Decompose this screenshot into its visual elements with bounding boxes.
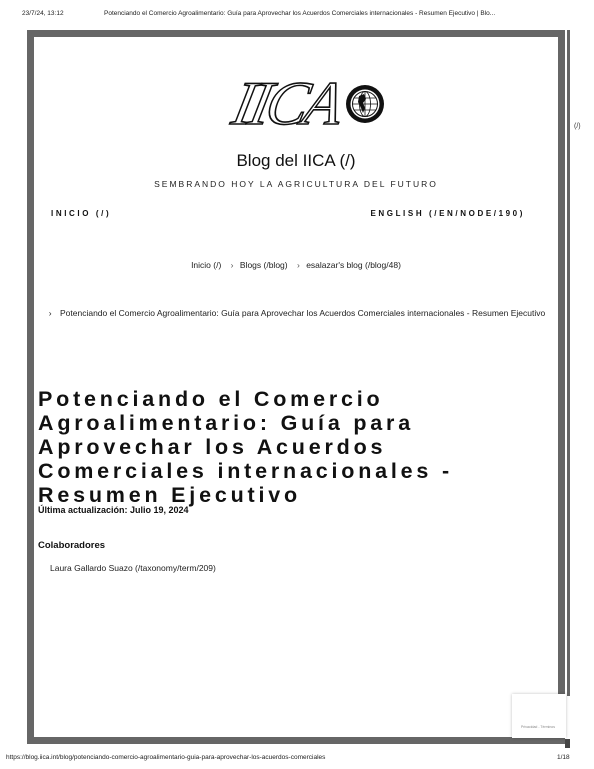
site-title[interactable]: Blog del IICA (/)	[236, 151, 356, 170]
nav-english-link[interactable]: ENGLISH (/EN/NODE/190)	[370, 209, 525, 218]
last-updated: Última actualización: Julio 19, 2024	[38, 505, 189, 515]
scrollbar-thumb[interactable]	[565, 739, 570, 748]
breadcrumb-blogs[interactable]: Blogs (/blog)	[239, 260, 288, 270]
page-count: 1/18	[557, 754, 570, 761]
print-page-title: Potenciando el Comercio Agroalimentario: Guía para Aprovechar los Acuerdos Comerciales internacionales - Resumen Ejecutivo | Blo...	[104, 10, 496, 17]
iica-logo-wordmark: IICA	[226, 70, 346, 138]
logo-link-text[interactable]: (/)	[574, 123, 581, 130]
print-date: 23/7/24, 13:12	[22, 10, 64, 17]
scrollbar-track	[567, 30, 570, 696]
breadcrumb-separator: ›	[230, 260, 234, 270]
recaptcha-terms[interactable]: Privacidad - Términos	[521, 725, 555, 729]
site-tagline: SEMBRANDO HOY LA AGRICULTURA DEL FUTURO	[154, 179, 438, 189]
breadcrumb	[34, 260, 558, 270]
breadcrumb-current-label: Potenciando el Comercio Agroalimentario: Guía para Aprovechar los Acuerdos Comerciales internacionales - Resumen Ejecutivo	[59, 308, 546, 318]
page-frame	[27, 30, 581, 744]
globe-seal-icon	[345, 84, 385, 124]
collaborator-link[interactable]: Laura Gallardo Suazo (/taxonomy/term/209)	[50, 563, 216, 573]
breadcrumb-separator: ›	[48, 308, 52, 318]
print-header	[0, 0, 594, 22]
page-content	[34, 37, 581, 737]
print-footer	[0, 752, 594, 769]
breadcrumb-current	[40, 306, 554, 321]
iica-logo[interactable]	[226, 70, 581, 141]
nav-home-link[interactable]: INICIO (/)	[51, 209, 112, 218]
breadcrumb-user-blog[interactable]: esalazar's blog (/blog/48)	[306, 260, 401, 270]
breadcrumb-separator: ›	[296, 260, 300, 270]
print-url: https://blog.iica.int/blog/potenciando-comercio-agroalimentario-guia-para-aprovechar-los-acuerdos-comerciales	[6, 754, 326, 761]
collaborators-heading: Colaboradores	[38, 540, 106, 551]
breadcrumb-home[interactable]: Inicio (/)	[191, 260, 222, 270]
recaptcha-badge[interactable]	[512, 694, 566, 738]
article-title: Potenciando el Comercio Agroalimentario: Guía para Aprovechar los Acuerdos Comerciales internacionales - Resumen Ejecutivo	[38, 387, 453, 507]
